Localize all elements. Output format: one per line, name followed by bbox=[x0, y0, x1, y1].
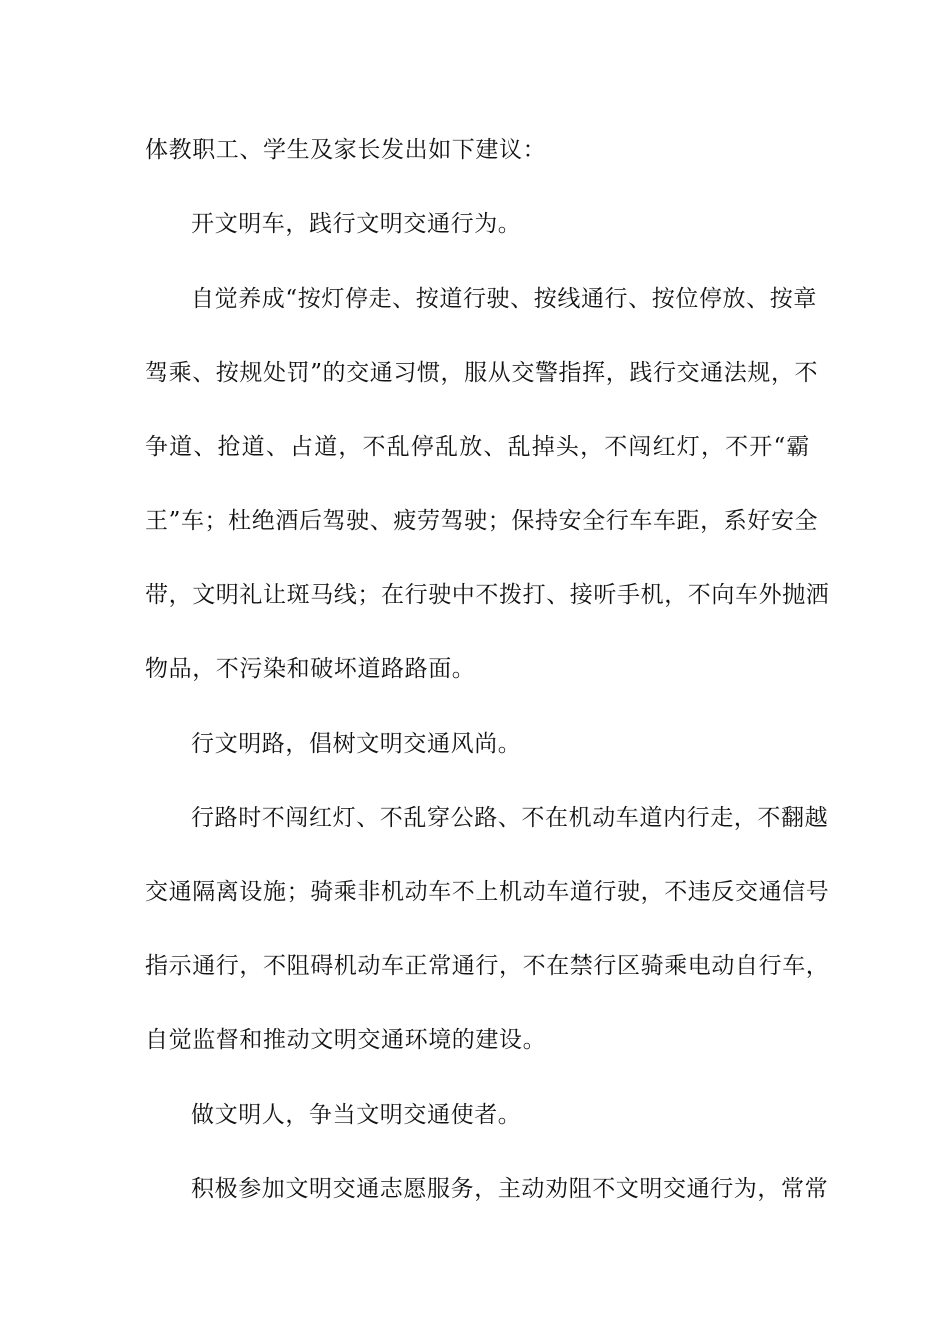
text-line: 自觉养成“按灯停走、按道行驶、按线通行、按位停放、按章 bbox=[191, 286, 817, 312]
section-heading: 做文明人，争当文明交通使者。 bbox=[191, 1102, 522, 1128]
text-line: 行路时不闯红灯、不乱穿公路、不在机动车道内行走，不翻越 bbox=[191, 805, 829, 831]
text-line: 物品，不污染和破坏道路路面。 bbox=[145, 656, 476, 682]
text-line: 交通隔离设施；骑乘非机动车不上机动车道行驶，不违反交通信号 bbox=[145, 879, 830, 905]
text-line: 王”车；杜绝酒后驾驶、疲劳驾驶；保持安全行车车距，系好安全 bbox=[145, 508, 819, 534]
text-line: 驾乘、按规处罚”的交通习惯，服从交警指挥，践行交通法规，不 bbox=[145, 360, 819, 386]
text-line: 争道、抢道、占道，不乱停乱放、乱掉头，不闯红灯，不开“霸 bbox=[145, 434, 810, 460]
section-heading: 开文明车，践行文明交通行为。 bbox=[191, 211, 522, 237]
text-line: 指示通行，不阻碍机动车正常通行，不在禁行区骑乘电动自行车， bbox=[145, 953, 830, 979]
text-line: 体教职工、学生及家长发出如下建议： bbox=[145, 137, 547, 163]
section-heading: 行文明路，倡树文明交通风尚。 bbox=[191, 731, 522, 757]
text-line: 自觉监督和推动文明交通环境的建设。 bbox=[145, 1027, 547, 1053]
text-line: 带，文明礼让斑马线；在行驶中不拨打、接听手机，不向车外抛洒 bbox=[145, 582, 830, 608]
text-line: 积极参加文明交通志愿服务，主动劝阻不文明交通行为，常常 bbox=[191, 1176, 829, 1202]
